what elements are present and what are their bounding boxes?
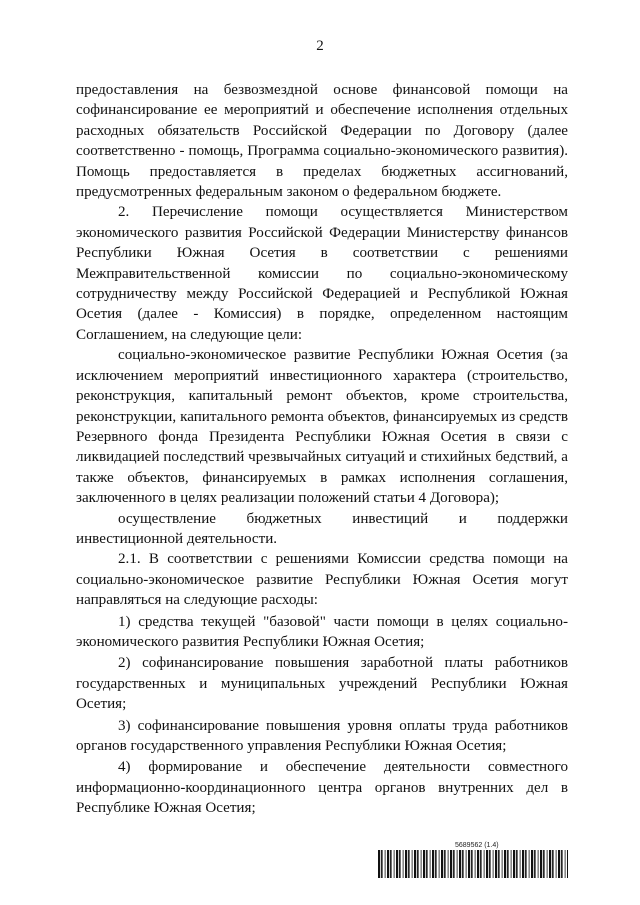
- document-code: 5689562 (1.4): [455, 842, 499, 849]
- barcode: [378, 850, 568, 878]
- paragraph-1: предоставления на безвозмездной основе финансовой помощи на софинансирование ее мероприятий и обеспечение исполнения отдельных расходных обязательств Российской Федерации по Договору (далее соответственно - помощь, Программа социально-экономического развития). Помощь предоставляется в пределах бюджетных ассигнований, предусмотренных федеральным законом о федеральном бюджете.: [76, 82, 568, 201]
- page-number: 2: [316, 38, 324, 54]
- paragraph-4: осуществление бюджетных инвестиций и поддержки инвестиционной деятельности.: [76, 510, 568, 547]
- document-body: [76, 80, 568, 819]
- paragraph-5: 2.1. В соответствии с решениями Комиссии средства помощи на социально-экономическое развитие Республики Южная Осетия могут направляться на следующие расходы:: [76, 551, 568, 609]
- paragraph-2: 2. Перечисление помощи осуществляется Министерством экономического развития Российской Федерации Министерству финансов Республики Южная Осетия в соответствии с решениями Межправительственной комиссии по социально-экономическому сотрудничеству между Российской Федерацией и Республикой Южная Осетия (далее - Комиссия) в порядке, определенном настоящим Соглашением, на следующие цели:: [76, 204, 568, 343]
- paragraph-7: 2) софинансирование повышения заработной платы работников государственных и муниципальных учреждений Республики Южная Осетия;: [76, 655, 568, 713]
- paragraph-8: 3) софинансирование повышения уровня оплаты труда работников органов государственного управления Республики Южная Осетия;: [76, 717, 568, 754]
- paragraph-6: 1) средства текущей "базовой" части помощи в целях социально-экономического развития Республики Южная Осетия;: [76, 613, 568, 650]
- paragraph-3: социально-экономическое развитие Республики Южная Осетия (за исключением мероприятий инвестиционного характера (строительство, реконструкция, капитальный ремонт объектов, кроме строительства, реконструкции, капитального ремонта объектов, финансируемых из средств Резервного фонда Президента Республики Южная Осетия в связи с ликвидацией последствий чрезвычайных ситуаций и стихийных бедствий, а также объектов, финансируемых в рамках исполнения соглашения, заключенного в целях реализации положений статьи 4 Договора);: [76, 347, 568, 507]
- paragraph-9: 4) формирование и обеспечение деятельности совместного информационно-координационного центра органов внутренних дел в Республике Южная Осетия;: [76, 759, 568, 817]
